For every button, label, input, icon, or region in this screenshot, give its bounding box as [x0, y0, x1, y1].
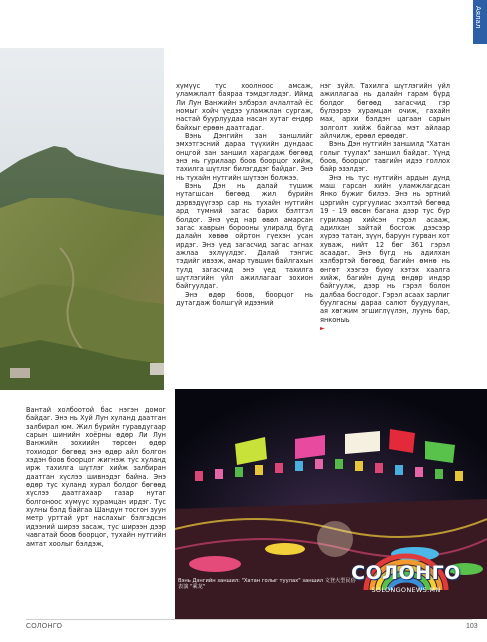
section-tab [473, 0, 487, 44]
text-column-3 [26, 406, 166, 548]
section-tab-label: Аялал [474, 6, 482, 29]
mountain-photo [0, 48, 164, 390]
paragraph: Энэ өдөр боов, боорцог нь дутагдаж болшгүй идээний [176, 290, 313, 307]
logo-url: SOLONGONEWS.MN [371, 586, 441, 594]
text-column-2 [320, 82, 450, 333]
paragraph: Вэнь Дэн нутгийн заншилд "Хатан голыг туулах" заншил байдаг. Үүнд боов, боорцог тавгийн идээ голлох байр эзэлдэг. [320, 140, 450, 174]
paragraph: Вантай холбоотой бас нэгэн домог байдаг. Энэ нь Хуй Лун хуланд даатган залбирал юм. Жил бүрийн гуравдугаар сарын шинийн хоёрны өдөр Ли Лун Ванжийн зохиийн төрсөн өдөр тохиодог бөгөөд энэ өдөр айл болгон хэдэн боов боорцог жигнэж тус хуланд ирж тахилга шүтлэг хийж залбиран даатган хүслээ шивнэдэг байна. Энэ өдөр тус хуланд хурал болдог бөгөөд хүслээ даатгахаар газар нутаг болгоноос хүмүүс хурамцан ирдэг. Тус хулны бэлд байгаа Шандун тосгон зуун метр урттай урт наслахыг бэлгэдсэн идээний ширээ засаж, тус ширээн дээр чавгатай боов боорцог, тухайн нутгийн амтат хоолыг бэлдэж, [26, 406, 166, 548]
paragraph: нэг зүйл. Тахилга шүтлэгийн үйл ажиллагаа нь далайн гарам бүрд болдог бөгөөд загасчид гэр бүлээрээ хурамцан очиж, гахайн мах, архи бэлдэн цагаан сарын золголт хийж байгаа мэт айлаар айлчилж, ерөөл ерөөдөг. [320, 82, 450, 141]
page-number: 103 [466, 623, 478, 630]
paragraph: хүмүүс тус хоолноос амсаж, уламжлалт баяраа тэмдэглэдэг. Иймд Ли Лун Ванжийн элбэрэл ачлалтай ёс номыг хойч үедээ уламжлан сургаж, настай буурлуудаа насан хутаг ендөр байхыг ерөөн даатгадаг. [176, 82, 313, 132]
continue-arrow-icon: ► [320, 324, 325, 332]
footer-divider [26, 619, 472, 620]
photo-caption: Вэнь Дэнгийн заншил: "Хатан голыг туулах" заншил 文登大型民俗表演 "乘龙" [178, 578, 356, 591]
paragraph: Энэ нь тус нутгийн ардын дунд маш гарсан хийн уламжлагдсан Янко бүжиг билээ. Энэ нь эртний цэргийн сургуулиас эхэлтэй бөгөөд 19 - 19 өвсөн багана дээр тус бүр гурилаар хийсэн гэрэл асааж, адилхан зайтай босгож дээсээр хүрээ татан, зүүн, баруун гурван хот хуваж, нийт 12 бөг 361 гэрэл асаадаг. Энэ бүгд нь адилхан хэлбэртэй бөгөөд багийн өмнө нь өнгөт хээгээ буюу хэтэх хаалга хийж, багийн дунд өндөр индэр байгуулж, дээр нь гэрэл болон далбаа босгодог. Гэрэл асаах зарлиг буулгасны дараа салют буудуулан, ая хөгжим эгшиглүүлэн, луунь бар, янконыь [320, 173, 450, 324]
solongo-logo [341, 548, 471, 618]
logo-wordmark: СОЛОНГО [351, 562, 461, 584]
paragraph: Вэнь Дэн нь далай түшиж нутагшсан бөгөөд жил бүрийн дэрвэдүүгээр сар нь тухайн нутгийн ард түмний загас барих бэлтгэл болдог. Энэ үед нар өвөл амарсан загас хаврын борооны улиралд бүгд далайн хөвөө ойртон гүехэн усан ирдэг. Энэ үед загасчид загас агнах ажлаа эхлүүлдэг. Далай тэнгис тэдийг ивээж, амар тувшин байлгахын тулд загасчид энэ үед тахилга шүтлэгийн үйл ажиллагааг зохион байгуулдаг. [176, 182, 313, 291]
footer-title: СОЛОНГО [26, 623, 63, 630]
text-column-1 [176, 82, 313, 307]
paragraph: Вэнь Дэнгийн зан заншлийг эмхэтгэсний дараа түүхийн дундаас онцгой зан заншил харагдаж бөгөөд энэ нь гурилаар боов боорцог хийж, тахилга шүтлэг билэгддэг байдаг. Энэ нь тухайн нутгийн шүтээн болжээ. [176, 132, 313, 182]
